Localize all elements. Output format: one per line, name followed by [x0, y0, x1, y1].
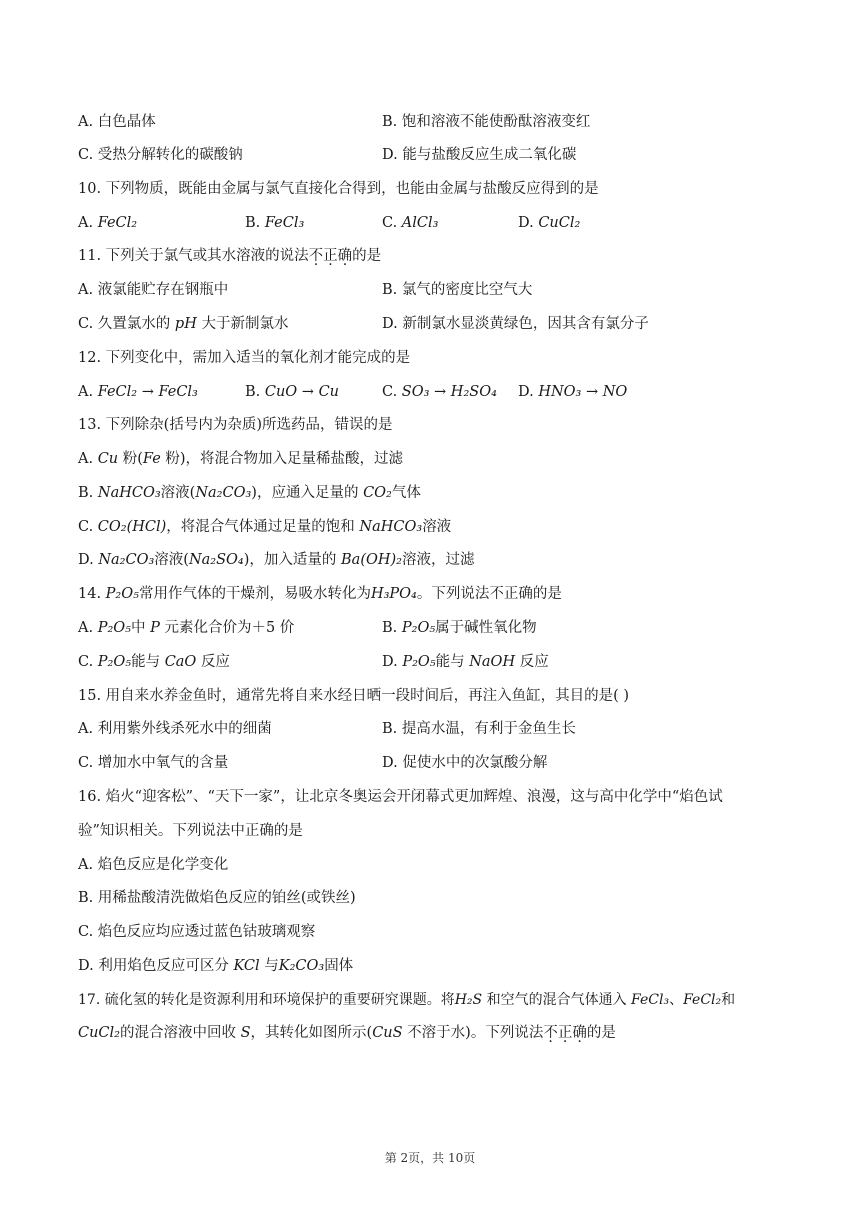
q10-option-c: C. AlCl₃: [382, 215, 439, 231]
emphasis-char: 确: [572, 1025, 587, 1041]
q16-option-a: A. 焰色反应是化学变化: [78, 857, 229, 873]
q10-option-d: D. CuCl₂: [518, 215, 581, 231]
q14-stem: 14. P₂O₅常用作气体的干燥剂，易吸水转化为H₃PO₄。下列说法不正确的是: [78, 586, 562, 602]
emphasis-char: 不: [308, 248, 324, 264]
q9-option-d: D. 能与盐酸反应生成二氧化碳: [382, 147, 577, 163]
q15-option-a: A. 利用紫外线杀死水中的细菌: [78, 721, 272, 737]
q16-option-d: D. 利用焰色反应可区分 KCl 与K₂CO₃固体: [78, 958, 354, 974]
formula: CuCl₂: [538, 215, 581, 231]
q9-option-c: C. 受热分解转化的碳酸钠: [78, 147, 243, 163]
q14-option-c: C. P₂O₅能与 CaO 反应: [78, 654, 230, 670]
q13-option-d: D. Na₂CO₃溶液(Na₂SO₄)，加入适量的 Ba(OH)₂溶液，过滤: [78, 552, 475, 568]
q9-option-b: B. 饱和溶液不能使酚酞溶液变红: [382, 114, 591, 130]
q11-option-b: B. 氯气的密度比空气大: [382, 282, 533, 298]
q14-option-d: D. P₂O₅能与 NaOH 反应: [382, 654, 549, 670]
q15-stem: 15. 用自来水养金鱼时，通常先将自来水经日晒一段时间后，再注入鱼缸，其目的是( ): [78, 688, 630, 704]
page-footer: 第 2页，共 10页: [384, 1151, 476, 1165]
q10-option-b: B. FeCl₃: [245, 215, 305, 231]
q17-stem-line2: CuCl₂的混合溶液中回收 S，其转化如图所示(CuS 不溶于水)。下列说法不正确的是: [78, 1025, 616, 1041]
q15-option-d: D. 促使水中的次氯酸分解: [382, 755, 548, 771]
q12-option-c: C. SO₃ → H₂SO₄: [382, 384, 497, 400]
q14-option-a: A. P₂O₅中 P 元素化合价为＋5 价: [78, 620, 295, 636]
q12-option-d: D. HNO₃ → NO: [518, 384, 628, 400]
q13-option-a: A. Cu 粉(Fe 粉)，将混合物加入足量稀盐酸，过滤: [78, 451, 404, 467]
q12-option-b: B. CuO → Cu: [245, 384, 339, 400]
q15-option-c: C. 增加水中氧气的含量: [78, 755, 229, 771]
q15-option-b: B. 提高水温，有利于金鱼生长: [382, 721, 576, 737]
q11-option-d: D. 新制氯水显淡黄绿色，因其含有氯分子: [382, 316, 649, 332]
emphasis-char: 正: [323, 248, 338, 264]
q12-stem: 12. 下列变化中，需加入适当的氧化剂才能完成的是: [78, 350, 411, 366]
q16-stem-line2: 验”知识相关。下列说法中正确的是: [78, 823, 303, 839]
q13-option-c: C. CO₂(HCl)，将混合气体通过足量的饱和 NaHCO₃溶液: [78, 519, 452, 535]
q9-option-a: A. 白色晶体: [78, 114, 156, 130]
emphasis-char: 正: [557, 1025, 573, 1041]
q11-option-c: C. 久置氯水的 pH 大于新制氯水: [78, 316, 289, 332]
q16-option-b: B. 用稀盐酸清洗做焰色反应的铂丝(或铁丝): [78, 890, 356, 906]
q12-option-a: A. FeCl₂ → FeCl₃: [78, 384, 198, 400]
q10-stem: 10. 下列物质，既能由金属与氯气直接化合得到，也能由金属与盐酸反应得到的是: [78, 181, 599, 197]
emphasis-char: 不: [543, 1025, 558, 1041]
q16-option-c: C. 焰色反应均应透过蓝色钴玻璃观察: [78, 924, 316, 940]
q11-stem: 11. 下列关于氯气或其水溶液的说法不正确的是: [78, 248, 382, 264]
q13-stem: 13. 下列除杂(括号内为杂质)所选药品，错误的是: [78, 417, 393, 433]
formula: FeCl₂: [97, 215, 138, 231]
q14-option-b: B. P₂O₅属于碱性氧化物: [382, 620, 537, 636]
q13-option-b: B. NaHCO₃溶液(Na₂CO₃)，应通入足量的 CO₂气体: [78, 485, 421, 501]
q10-option-a: A. FeCl₂: [78, 215, 138, 231]
emphasis-char: 确: [337, 248, 353, 264]
q17-stem-line1: 17. 硫化氢的转化是资源利用和环境保护的重要研究课题。将H₂S 和空气的混合气体通入 FeCl₃、FeCl₂和: [78, 992, 736, 1008]
q16-stem-line1: 16. 焰火“迎客松”、“天下一家”，让北京冬奥运会开闭幕式更加辉煌、浪漫，这与高中化学中“焰色试: [78, 789, 723, 805]
formula: AlCl₃: [401, 215, 439, 231]
formula: FeCl₃: [264, 215, 305, 231]
q11-option-a: A. 液氯能贮存在钢瓶中: [78, 282, 229, 298]
